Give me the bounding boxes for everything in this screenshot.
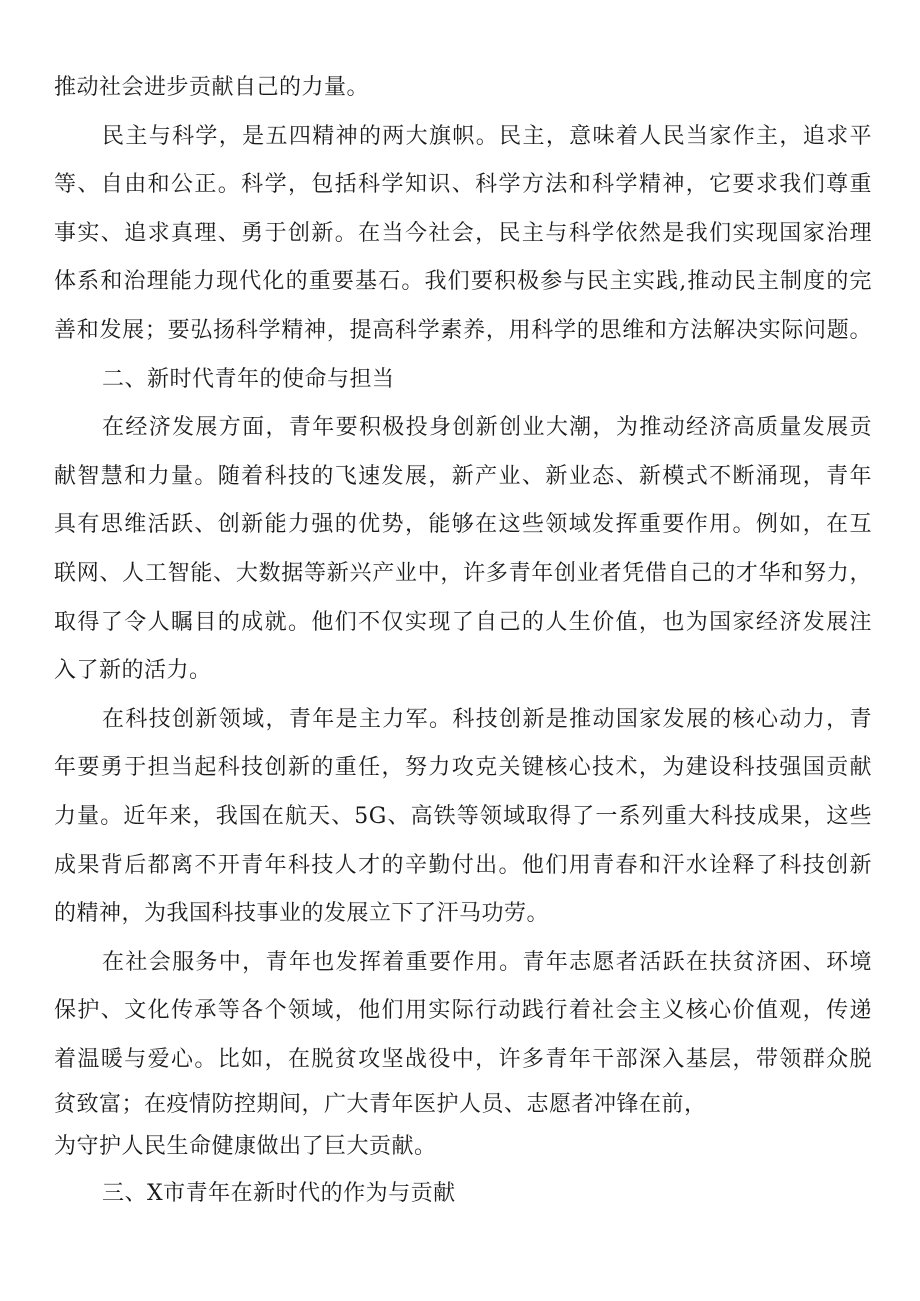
paragraph-line: 善和发展；要弘扬科学精神，提高科学素养，用科学的思维和方法解决实际问题。 [54, 317, 872, 343]
paragraph-line: 成果背后都离不开青年科技人才的辛勤付出。他们用青春和汗水诠释了科技创新 [54, 852, 872, 878]
paragraph-line: 入了新的活力。 [54, 658, 212, 684]
paragraph-line: 具有思维活跃、创新能力强的优势，能够在这些领域发挥重要作用。例如，在互 [54, 512, 872, 538]
paragraph-line: 体系和治理能力现代化的重要基石。我们要积极参与民主实践,推动民主制度的完 [54, 269, 872, 295]
paragraph-line: 推动社会进步贡献自己的力量。 [54, 75, 370, 100]
section-heading: 二、新时代青年的使命与担当 [102, 366, 395, 392]
paragraph-line: 在社会服务中，青年也发挥着重要作用。青年志愿者活跃在扶贫济困、环境 [102, 949, 872, 975]
paragraph-line: 取得了令人瞩目的成就。他们不仅实现了自己的人生价值，也为国家经济发展注 [54, 609, 872, 635]
paragraph-line: 在经济发展方面，青年要积极投身创新创业大潮，为推动经济高质量发展贡 [102, 415, 872, 441]
paragraph-line: 在科技创新领域，青年是主力军。科技创新是推动国家发展的核心动力，青 [102, 706, 872, 732]
paragraph-line: 力量。近年来，我国在航天、5G、高铁等领域取得了一系列重大科技成果，这些 [54, 803, 872, 829]
paragraph-line: 事实、追求真理、勇于创新。在当今社会，民主与科学依然是我们实现国家治理 [54, 220, 872, 246]
paragraph-line: 等、自由和公正。科学，包括科学知识、科学方法和科学精神，它要求我们尊重 [54, 172, 872, 198]
paragraph-line: 保护、文化传承等各个领域，他们用实际行动践行着社会主义核心价值观，传递 [54, 998, 872, 1024]
paragraph-line: 年要勇于担当起科技创新的重任，努力攻克关键核心技术，为建设科技强国贡献 [54, 755, 872, 781]
section-heading: 三、X市青年在新时代的作为与贡献 [102, 1181, 456, 1207]
paragraph-line: 的精神，为我国科技事业的发展立下了汗马功劳。 [54, 901, 550, 927]
paragraph-line: 着温暖与爱心。比如，在脱贫攻坚战役中，许多青年干部深入基层，带领群众脱 [54, 1046, 872, 1072]
paragraph-line: 联网、人工智能、大数据等新兴产业中，许多青年创业者凭借自己的才华和努力， [54, 560, 872, 586]
paragraph-line: 献智慧和力量。随着科技的飞速发展，新产业、新业态、新模式不断涌现，青年 [54, 463, 872, 489]
paragraph-line: 贫致富；在疫情防控期间，广大青年医护人员、志愿者冲锋在前， [54, 1092, 707, 1118]
paragraph-line: 民主与科学，是五四精神的两大旗帜。民主，意味着人民当家作主，追求平 [102, 123, 872, 149]
paragraph-line: 为守护人民生命健康做出了巨大贡献。 [54, 1134, 437, 1160]
